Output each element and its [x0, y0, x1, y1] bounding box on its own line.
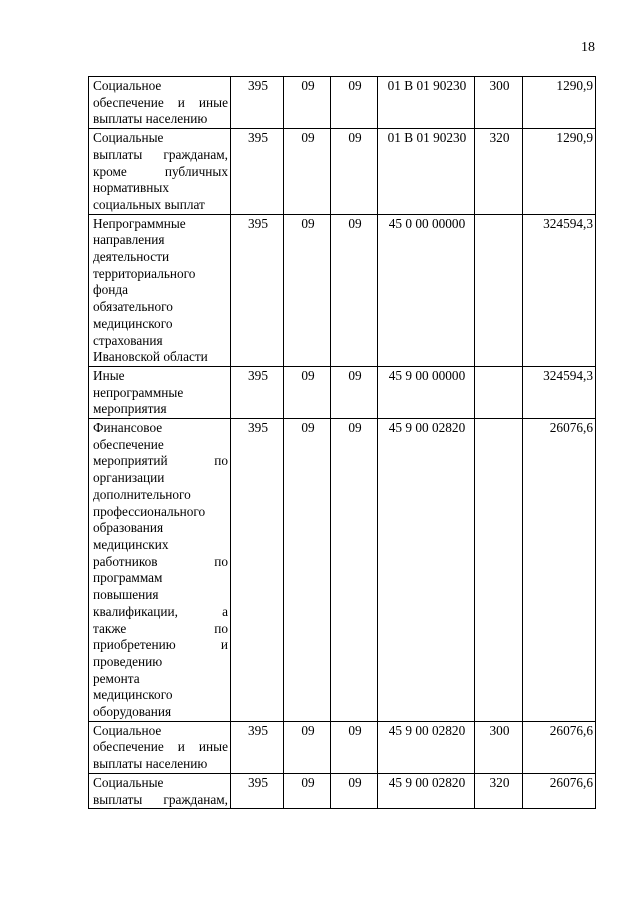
expense-name-line: мероприятий по [93, 453, 228, 469]
expense-name-cell [89, 721, 231, 773]
expense-name-line: квалификации, а [93, 603, 228, 619]
expense-name-cell [89, 77, 231, 129]
expense-name-cell [89, 419, 231, 722]
expense-name-line: Финансовое [93, 420, 163, 436]
expense-name-line: выплаты населению [93, 756, 208, 772]
section-code-cell: 09 [284, 77, 331, 129]
amount-cell: 26076,6 [523, 773, 596, 808]
subsection-code-cell: 09 [331, 419, 378, 722]
target-article-cell: 45 9 00 02820 [378, 419, 475, 722]
table-row [89, 77, 596, 129]
table-row [89, 419, 596, 722]
section-code-cell: 09 [284, 419, 331, 722]
table-row [89, 721, 596, 773]
expense-name-line: оборудования [93, 704, 172, 720]
expense-name-line: проведению [93, 653, 163, 669]
target-article-cell: 45 9 00 00000 [378, 366, 475, 418]
expense-name-cell [89, 773, 231, 808]
target-article-cell: 01 В 01 90230 [378, 129, 475, 215]
amount-cell: 324594,3 [523, 366, 596, 418]
expense-name-line: Ивановской области [93, 349, 208, 365]
expense-name-line: мероприятия [93, 401, 167, 417]
target-article-cell: 45 0 00 00000 [378, 214, 475, 366]
expense-name-line: выплаты гражданам, [93, 791, 228, 807]
section-code-cell: 09 [284, 366, 331, 418]
expense-name-line: обеспечение [93, 436, 164, 452]
expense-name-line: кроме публичных [93, 163, 228, 179]
subsection-code-cell: 09 [331, 366, 378, 418]
admin-code-cell: 395 [231, 721, 284, 773]
section-code-cell: 09 [284, 721, 331, 773]
expense-name-line: медицинского [93, 315, 173, 331]
expense-type-cell [475, 366, 523, 418]
expense-name-line: выплаты гражданам, [93, 146, 228, 162]
expense-name-cell [89, 129, 231, 215]
amount-cell: 26076,6 [523, 721, 596, 773]
amount-cell: 26076,6 [523, 419, 596, 722]
target-article-cell: 45 9 00 02820 [378, 773, 475, 808]
expense-name-line: Социальное [93, 78, 162, 93]
expense-name-line: Социальное [93, 722, 162, 738]
admin-code-cell: 395 [231, 129, 284, 215]
expense-name-line: повышения [93, 587, 159, 603]
expense-name-line: нормативных [93, 180, 169, 196]
page-number: 18 [581, 40, 595, 55]
expense-name-line: дополнительного [93, 486, 191, 502]
expense-name-line: Социальные [93, 774, 164, 790]
expense-name-line: программам [93, 570, 163, 586]
subsection-code-cell: 09 [331, 214, 378, 366]
expense-name-line: обеспечение и иные [93, 94, 228, 110]
subsection-code-cell: 09 [331, 773, 378, 808]
admin-code-cell: 395 [231, 366, 284, 418]
expense-name-line: работников по [93, 553, 228, 569]
expense-name-line: деятельности [93, 249, 170, 265]
expense-type-cell [475, 214, 523, 366]
subsection-code-cell: 09 [331, 77, 378, 129]
admin-code-cell: 395 [231, 77, 284, 129]
section-code-cell: 09 [284, 773, 331, 808]
subsection-code-cell: 09 [331, 129, 378, 215]
expense-name-line: территориального [93, 265, 196, 281]
table-row [89, 773, 596, 808]
expense-name-line: организации [93, 470, 165, 486]
expense-name-cell [89, 366, 231, 418]
expense-name-line: социальных выплат [93, 196, 205, 212]
expense-name-line: обеспечение и иные [93, 739, 228, 755]
table-body [89, 77, 596, 809]
expense-name-line: выплаты населению [93, 111, 208, 127]
budget-table [88, 76, 596, 809]
expense-name-line: Иные [93, 367, 125, 383]
expense-name-line: непрограммные [93, 384, 184, 400]
table-row [89, 214, 596, 366]
subsection-code-cell: 09 [331, 721, 378, 773]
amount-cell: 1290,9 [523, 129, 596, 215]
expense-name-cell [89, 214, 231, 366]
table-row [89, 129, 596, 215]
expense-type-cell: 300 [475, 721, 523, 773]
table-row [89, 366, 596, 418]
expense-name-line: образования [93, 520, 164, 536]
expense-name-line: Социальные [93, 130, 164, 146]
target-article-cell: 01 В 01 90230 [378, 77, 475, 129]
expense-name-line: страхования [93, 332, 163, 348]
expense-name-line: обязательного [93, 299, 173, 315]
amount-cell: 1290,9 [523, 77, 596, 129]
expense-type-cell [475, 419, 523, 722]
expense-name-line: ремонта [93, 670, 140, 686]
expense-name-line: также по [93, 620, 228, 636]
expense-type-cell: 300 [475, 77, 523, 129]
admin-code-cell: 395 [231, 419, 284, 722]
amount-cell: 324594,3 [523, 214, 596, 366]
section-code-cell: 09 [284, 129, 331, 215]
expense-type-cell: 320 [475, 129, 523, 215]
expense-name-line: направления [93, 232, 165, 248]
section-code-cell: 09 [284, 214, 331, 366]
expense-name-line: медицинского [93, 687, 173, 703]
expense-name-line: приобретению и [93, 637, 228, 653]
target-article-cell: 45 9 00 02820 [378, 721, 475, 773]
expense-type-cell: 320 [475, 773, 523, 808]
expense-name-line: профессионального [93, 503, 206, 519]
admin-code-cell: 395 [231, 214, 284, 366]
expense-name-line: фонда [93, 282, 129, 298]
admin-code-cell: 395 [231, 773, 284, 808]
expense-name-line: Непрограммные [93, 215, 186, 231]
expense-name-line: медицинских [93, 536, 169, 552]
